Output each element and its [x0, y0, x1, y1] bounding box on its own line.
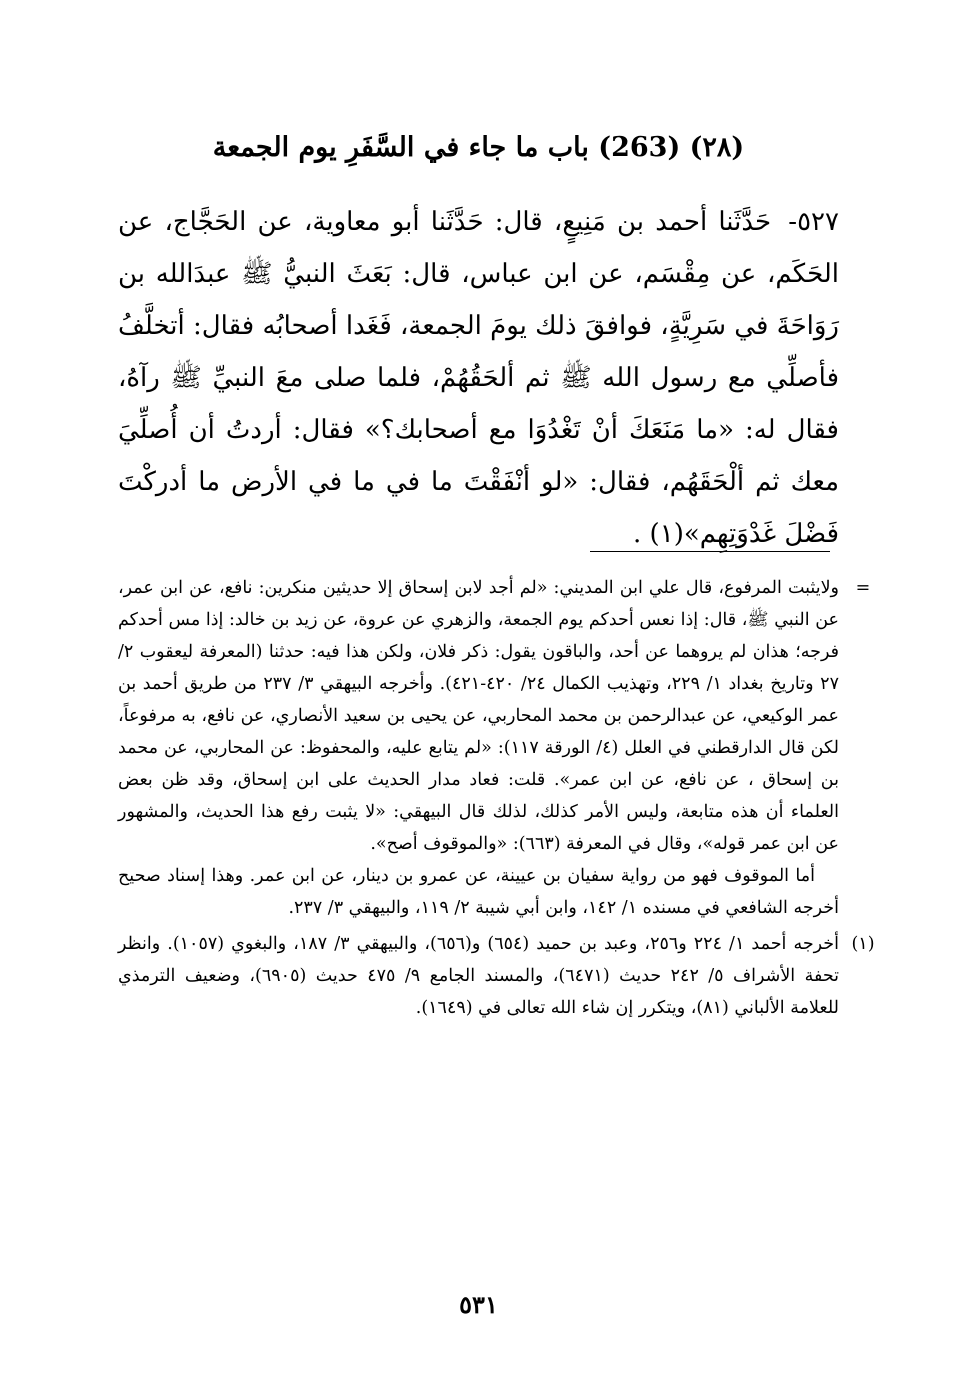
footnote-continuation	[118, 572, 871, 924]
hadith-paragraph	[118, 196, 839, 560]
footnote-1	[118, 928, 875, 1024]
footnote-paragraph: ولايثبت المرفوع، قال علي ابن المديني: «لم أجد لابن إسحاق إلا حديثين منكرين: نافع، عن ابن عمر، عن النبي ﷺ، قال: إذا نعس أحدكم يوم الجمعة، والزهري عن عروة، عن زيد بن خالد: إذا مس أحدكم فرجه؛ هذان لم يروهما عن أحد، والباقون يقول: ذكر فلان، ولكن هذا فيه: حدثنا (المعرفة ليعقوب ٢/ ٢٧ وتاريخ بغداد ١/ ٢٢٩، وتهذيب الكمال ٢٤/ ٤٢٠-٤٢١). وأخرجه البيهقي ٣/ ٢٣٧ من طريق أحمد بن عمر الوكيعي، عن عبدالرحمن بن محمد المحاربي، عن يحيى بن سعيد الأنصاري، عن نافع، به مرفوعاً، لكن قال الدارقطني في العلل (٤/ الورقة ١١٧): «لم يتابع عليه، والمحفوظ: عن المحاربي، عن محمد بن إسحاق ، عن نافع، عن ابن عمر». قلت: فعاد مدار الحديث على ابن إسحاق، وقد ظن بعض العلماء أن هذه متابعة، وليس الأمر كذلك، لذلك قال البيهقي: «لا يثبت رفع هذا الحديث، والمشهور عن ابن عمر قوله»، وقال في المعرفة (٦٦٣): «والموقوف أصح».	[118, 578, 839, 854]
hadith-text: حَدَّثَنا أحمد بن مَنِيعٍ، قال: حَدَّثَنا أبو معاوية، عن الحَجَّاج، عن الحَكَم، عن مِقْسَم، عن ابن عباس، قال: بَعَثَ النبيُّ ﷺ عبدَالله بن رَوَاحَةَ في سَرِيَّةٍ، فوافقَ ذلك يومَ الجمعة، فَغَدا أصحابُه فقال: أتخلَّفُ فأصلِّي مع رسول الله ﷺ ثم ألحَقُهُمْ، فلما صلى معَ النبيِّ ﷺ رآهُ، فقال له: «ما مَنَعَكَ أنْ تَغْدُوَا مع أصحابك؟» فقال: أردتُ أن أُصلِّيَ معك ثم ألْحَقَهُم، فقال: «لو أنْفَقْتَ ما في ما في الأرض ما أدركْتَ فَضْلَ غَدْوَتِهِم»(١) .	[118, 207, 839, 549]
continuation-marker: =	[855, 578, 871, 598]
footnotes	[118, 572, 875, 1024]
footnote-1-text: أخرجه أحمد ١/ ٢٢٤ و٢٥٦، وعبد بن حميد (٦٥٤) و(٦٥٦)، والبيهقي ٣/ ١٨٧، والبغوي (١٠٥٧). وانظر تحفة الأشراف ٥/ ٢٤٢ حديث (٦٤٧١)، والمسند الجامع ٩/ ٤٧٥ حديث (٦٩٠٥)، وضعيف الترمذي للعلامة الألباني (٨١)، ويتكرر إن شاء الله تعالى في (١٦٤٩).	[118, 934, 839, 1018]
hadith-number: ٥٢٧-	[788, 207, 839, 237]
hadith-body	[118, 196, 839, 560]
footnote-paragraph: أما الموقوف فهو من رواية سفيان بن عيينة، عن عمرو بن دينار، عن ابن عمر. وهذا إسناد صحيح أخرجه الشافعي في مسنده ١/ ١٤٢، وابن أبي شيبة ٢/ ١١٩، والبيهقي ٣/ ٢٣٧.	[118, 866, 839, 918]
footnote-1-marker: (١)	[851, 934, 875, 954]
chapter-title: (٢٨) (263) باب ما جاء في السَّفَرِ يوم الجمعة	[212, 132, 745, 163]
footnote-separator	[590, 551, 830, 552]
page-number: ٥٣١	[459, 1290, 498, 1319]
